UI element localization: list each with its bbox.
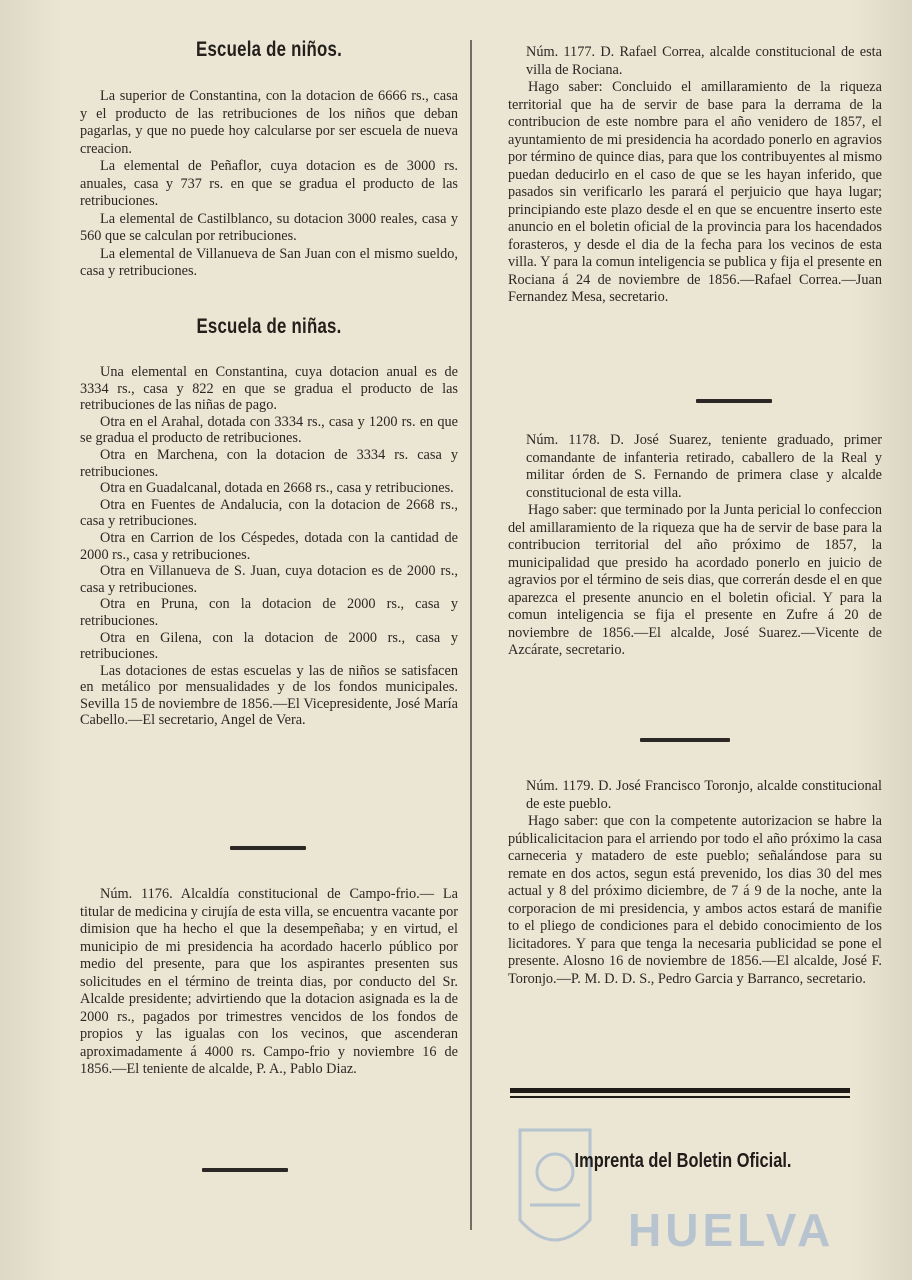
section-separator — [230, 846, 306, 850]
heading-escuela-ninos: Escuela de niños. — [196, 38, 342, 61]
section-separator — [696, 399, 772, 403]
ninos-section — [80, 88, 458, 281]
notice-1178 — [508, 432, 882, 660]
notice-1176-text: Núm. 1176. Alcaldía constitucional de Campo-frio.— La titular de medicina y cirujía de esta villa, se encuentra vacante por dimision que ha hecho el que la desempeñaba; y en virtud, el municipio de mi presidencia ha acordado hacerlo público por medio del presente, para que los aspirantes presenten sus solicitudes en el término de treinta dias, por conducto del Sr. Alcalde presidente; advirtiendo que la dotacion asignada es la de 2000 rs., pagados por trimestres vencidos de los fondos de propios y las igualas con los vecinos, que ascenderan aproximadamente á 4000 rs. Campo-frio y noviembre 16 de 1856.—El teniente de alcalde, P. A., Pablo Diaz. — [80, 886, 458, 1077]
ninos-paragraph: La elemental de Castilblanco, su dotacion 3000 reales, casa y 560 que se calculan por retribuciones. — [80, 210, 458, 244]
notice-1179-heading: Núm. 1179. D. José Francisco Toronjo, alcalde constitucional de este pueblo. — [526, 778, 882, 812]
ninas-paragraph: Otra en Carrion de los Céspedes, dotada con la cantidad de 2000 rs., casa y retribuciones. — [80, 529, 458, 563]
notice-1179-body: Hago saber: que con la competente autorizacion se habre la públicalicitacion para el arriendo por todo el año próximo la casa carneceria y matadero de este pueblo; señalándose para su remate en dos actos, segun está prevenido, los dias 30 del mes actual y 8 del próximo diciembre, de 7 á 9 de la noche, ante la corporacion de mi presidencia, y ambos actos estará de manifie to el pliego de condiciones para el debido conocimiento de los licitadores. Y para que tenga la necesaria publicidad se pone el presente. Alosno 16 de noviembre de 1856.—El alcalde, José F. Toronjo.—P. M. D. D. S., Pedro Garcia y Barranco, secretario. — [508, 813, 882, 987]
ninas-paragraph: Otra en Guadalcanal, dotada en 2668 rs., casa y retribuciones. — [100, 480, 454, 497]
notice-1176 — [80, 886, 458, 1079]
ninas-paragraph: Otra en Fuentes de Andalucia, con la dotacion de 2668 rs., casa y retribuciones. — [80, 496, 458, 530]
column-divider — [470, 40, 472, 1230]
ninos-paragraph: La elemental de Peñaflor, cuya dotacion es de 3000 rs. anuales, casa y 737 rs. en que se gradua el producto de las retribuciones. — [80, 158, 458, 209]
section-separator — [640, 738, 730, 742]
notice-1177-heading: Núm. 1177. D. Rafael Correa, alcalde constitucional de esta villa de Rociana. — [526, 44, 882, 78]
heading-escuela-ninas: Escuela de niñas. — [196, 315, 342, 338]
notice-1179 — [508, 778, 882, 988]
notice-1177 — [508, 44, 882, 307]
ninas-paragraph: Otra en Pruna, con la dotacion de 2000 rs., casa y retribuciones. — [80, 596, 458, 629]
ninas-paragraph: Otra en Gilena, con la dotacion de 2000 rs., casa y retribuciones. — [80, 629, 458, 663]
ninas-paragraph: Otra en Marchena, con la dotacion de 3334 rs. casa y retribuciones. — [80, 446, 458, 480]
ninos-paragraph: La elemental de Villanueva de San Juan con el mismo sueldo, casa y retribuciones. — [80, 245, 458, 279]
ninas-section — [80, 364, 458, 729]
notice-1178-body: Hago saber: que terminado por la Junta pericial lo confeccion del amillaramiento de la riqueza que ha de servir de base para la contribucion territorial del año próximo de 1857, la municipalidad que presido ha acordado ponerlo en juicio de agravios por el término de seis dias, que correrán desde el en que aparezca el presente anuncio en el boletin oficial. Y para la comun inteligencia se fija el presente en Zufre á 20 de noviembre de 1856.—El alcalde, José Suarez.—Vicente de Azcárate, secretario. — [508, 502, 882, 658]
ninas-paragraph: Otra en el Arahal, dotada con 3334 rs., casa y 1200 rs. en que se gradua el producto de retribuciones. — [80, 413, 458, 447]
ninas-closing-paragraph: Las dotaciones de estas escuelas y las de niños se satisfacen en metálico por mensualidades y de los fondos municipales. Sevilla 15 de noviembre de 1856.—El Vicepresidente, José María Cabello.—El secretario, Angel de Vera. — [80, 662, 458, 729]
section-separator — [202, 1168, 288, 1172]
notice-1178-heading: Núm. 1178. D. José Suarez, teniente graduado, primer comandante de infanteria retirado, caballero de la Real y militar órden de S. Fernando de primera clase y alcalde constitucional de esta villa. — [526, 432, 882, 501]
stamp-watermark-text: HUELVA — [628, 1204, 835, 1256]
ninas-paragraph: Otra en Villanueva de S. Juan, cuya dotacion es de 2000 rs., casa y retribuciones. — [80, 563, 458, 596]
ninas-paragraph: Una elemental en Constantina, cuya dotacion anual es de 3334 rs., casa y 822 en que se gradua el producto de las retribuciones de las niñas de pago. — [80, 364, 458, 414]
ninos-paragraph: La superior de Constantina, con la dotacion de 6666 rs., casa y el producto de las retribuciones de los niños que deban pagarlas, y que no puede hoy calcularse por ser escuela de nueva creacion. — [80, 88, 458, 157]
imprint-line: Imprenta del Boletin Oficial. — [574, 1150, 792, 1172]
closing-double-rule — [510, 1088, 850, 1098]
notice-1177-body: Hago saber: Concluido el amillaramiento de la riqueza territorial que ha de servir de base para la derrama de la contribucion de este nombre para el año venidero de 1857, el ayuntamiento de mi presidencia ha acordado ponerlo en agravios por término de quince dias, para que los contribuyentes al mismo puedan deducirlo en el caso de que se les hayan inferido, que pasados sin verificarlo les parará el perjuicio que haya lugar; principiando este plazo desde el en que se encuentre inserto este anuncio en el boletin oficial de la provincia para los hacendados forasteros, y desde el dia de la fecha para los vecinos de esta villa. Y para la comun inteligencia se publica y fija el presente en Rociana á 24 de noviembre de 1856.—Rafael Correa.—Juan Fernandez Mesa, secretario. — [508, 79, 882, 305]
